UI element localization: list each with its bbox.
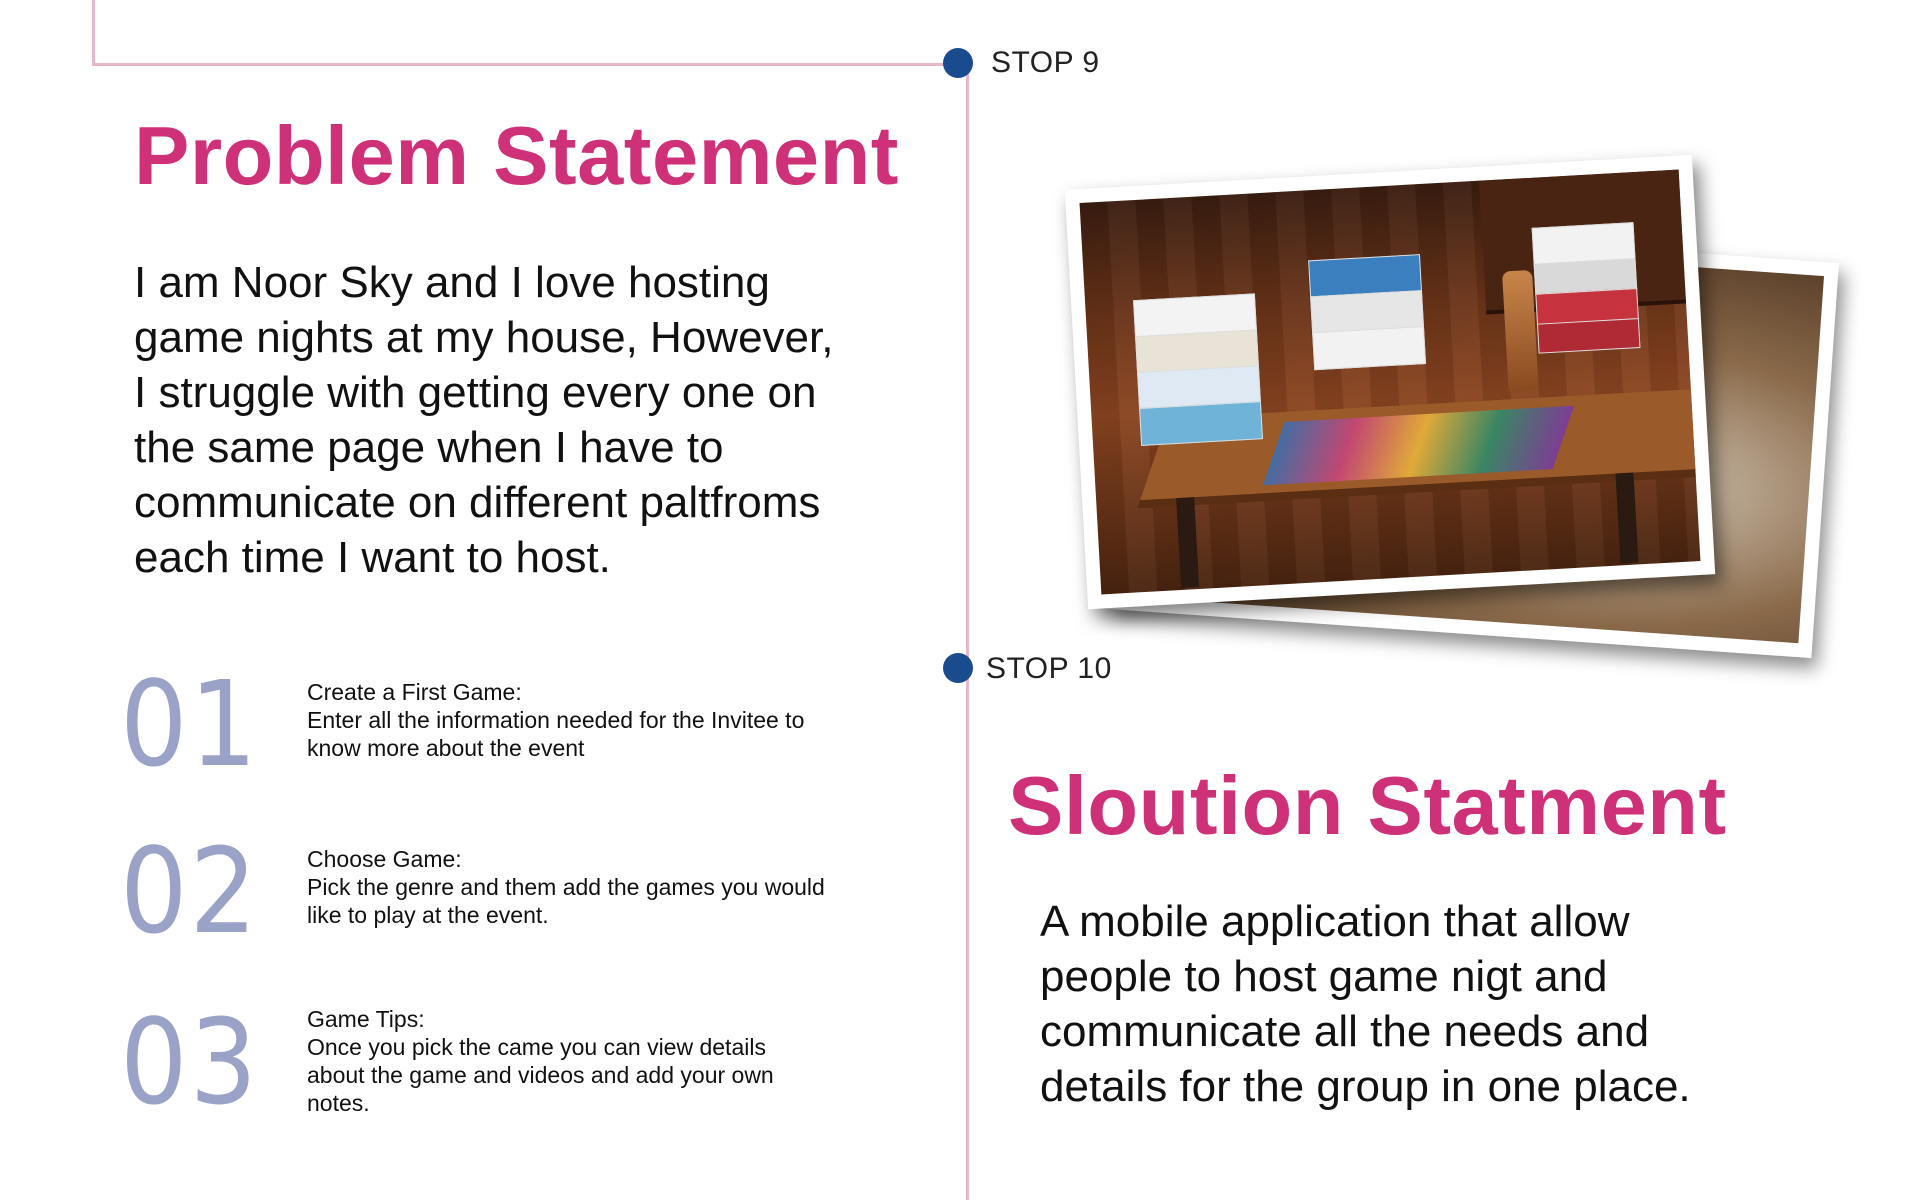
- stop-9-label: STOP 9: [991, 46, 1100, 79]
- problem-line: each time I want to host.: [134, 533, 611, 582]
- step-title: Choose Game:: [307, 846, 462, 872]
- step-number-01: 01: [120, 655, 260, 793]
- solution-line: communicate all the needs and: [1040, 1007, 1650, 1056]
- photo-puzzle-box: [1537, 318, 1641, 354]
- step-01: [307, 678, 867, 762]
- stop-10-label: STOP 10: [986, 652, 1112, 685]
- photo-puzzles-table: [1065, 155, 1715, 609]
- timeline-dot-stop-9: [943, 48, 973, 78]
- solution-line: people to host game nigt and: [1040, 952, 1608, 1001]
- step-number-03: 03: [120, 993, 260, 1131]
- step-number-02: 02: [120, 822, 260, 960]
- solution-line: details for the group in one place.: [1040, 1062, 1691, 1111]
- problem-paragraph: [134, 255, 914, 585]
- step-03: [307, 1005, 867, 1117]
- step-desc-line: notes.: [307, 1090, 370, 1116]
- step-title: Game Tips:: [307, 1006, 425, 1032]
- problem-line: game nights at my house, However,: [134, 313, 834, 362]
- problem-line: I struggle with getting every one on: [134, 368, 817, 417]
- step-desc-line: Enter all the information needed for the Invitee to: [307, 707, 805, 733]
- solution-line: A mobile application that allow: [1040, 897, 1630, 946]
- problem-heading: Problem Statement: [134, 109, 899, 202]
- photo-puzzle-box: [1139, 401, 1263, 446]
- problem-line: I am Noor Sky and I love hosting: [134, 258, 770, 307]
- step-title: Create a First Game:: [307, 679, 522, 705]
- problem-line: communicate on different paltfroms: [134, 478, 821, 527]
- step-02: [307, 845, 867, 929]
- solution-paragraph: [1040, 894, 1880, 1114]
- frame-line-left: [92, 0, 95, 66]
- frame-line-top: [92, 63, 970, 66]
- timeline-line: [966, 62, 969, 1200]
- problem-line: the same page when I have to: [134, 423, 724, 472]
- step-desc-line: Pick the genre and them add the games you would: [307, 874, 825, 900]
- step-desc-line: like to play at the event.: [307, 902, 549, 928]
- solution-heading: Sloution Statment: [1008, 759, 1727, 852]
- timeline-dot-stop-10: [943, 653, 973, 683]
- photo-puzzle-box: [1312, 326, 1426, 370]
- step-desc-line: Once you pick the came you can view details: [307, 1034, 766, 1060]
- photo-front-image: [1080, 170, 1701, 595]
- step-desc-line: know more about the event: [307, 735, 585, 761]
- step-desc-line: about the game and videos and add your own: [307, 1062, 774, 1088]
